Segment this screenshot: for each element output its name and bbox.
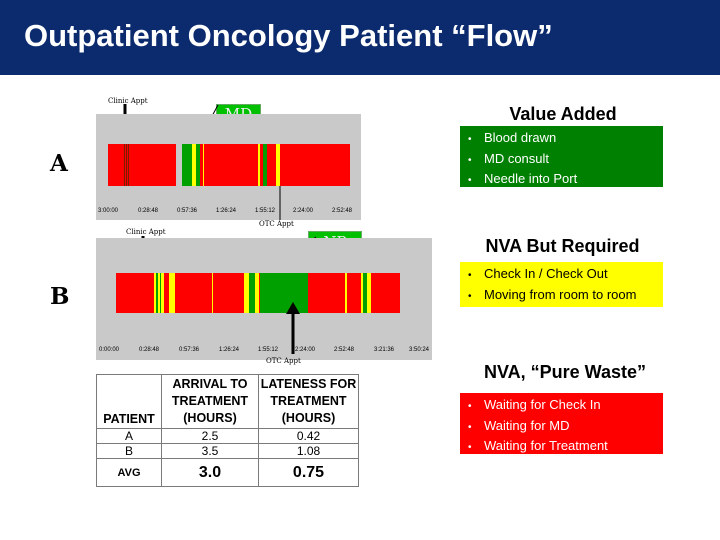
nva-required-heading: NVA But Required: [485, 236, 640, 256]
header-line: (HOURS): [183, 411, 237, 425]
otc-appt-label-b: OTC Appt: [266, 357, 301, 365]
pure-waste-box: [460, 393, 663, 454]
segment-wait: [170, 144, 176, 186]
header-line: TREATMENT: [270, 394, 347, 408]
header-line: (HOURS): [281, 411, 336, 425]
clinic-appt-label-b: Clinic Appt: [126, 228, 166, 236]
tick-label: 1:26:24: [216, 208, 237, 214]
segment-value: [263, 144, 267, 186]
legend-item: • Waiting for Treatment: [468, 437, 663, 458]
table-avg-row: [97, 459, 359, 487]
segment-value: [363, 273, 367, 313]
timeline-a-bar: [108, 144, 350, 186]
timeline-b-ticks: [99, 347, 429, 356]
stats-table: [96, 374, 359, 487]
cell-avg-arrival: 3.0: [162, 459, 259, 487]
legend-item: • Needle into Port: [468, 170, 663, 191]
legend-item: • Check In / Check Out: [468, 265, 663, 286]
segment-nva: [169, 273, 175, 313]
segment-wait: [374, 273, 380, 313]
timeline-b-frame: [96, 238, 432, 360]
tick-label: 3:00:00: [98, 208, 119, 214]
nva-required-box: [460, 262, 663, 307]
table-row: [97, 429, 359, 444]
segment-value: [156, 273, 158, 313]
timeline-a-frame: [96, 114, 361, 220]
tick-label: 3:50:24: [409, 347, 430, 353]
legend-item: • Waiting for MD: [468, 417, 663, 438]
otc-arrow-a: [275, 186, 285, 222]
cell-avg-lateness: 0.75: [259, 459, 359, 487]
clinic-appt-label-a: Clinic Appt: [108, 97, 148, 105]
tick-label: 0:57:36: [179, 347, 200, 353]
tick-label: 0:57:36: [177, 208, 198, 214]
segment-value: [160, 273, 161, 313]
header-line: LATENESS FOR: [260, 377, 357, 391]
cell-lateness: 0.42: [259, 429, 359, 444]
value-added-box: [460, 126, 663, 187]
otc-arrow-b: [283, 302, 303, 354]
pure-waste-heading: NVA, “Pure Waste”: [483, 362, 647, 382]
segment-nva: [258, 144, 260, 186]
cell-lateness: 1.08: [259, 444, 359, 459]
segment-nva: [212, 273, 213, 313]
timeline-b-bar: [116, 273, 400, 313]
otc-appt-label-a: OTC Appt: [259, 220, 294, 228]
segment-wait: [108, 144, 170, 186]
legend-item: • MD consult: [468, 150, 663, 171]
slide-title: Outpatient Oncology Patient “Flow”: [24, 18, 553, 53]
cell-patient: A: [97, 429, 162, 444]
legend-item: • Blood drawn: [468, 129, 663, 150]
cell-arrival: 2.5: [162, 429, 259, 444]
header-arrival: [162, 375, 259, 429]
tick-label: 0:28:48: [138, 208, 159, 214]
tick-label: 3:21:36: [374, 347, 395, 353]
title-bar: [0, 0, 720, 75]
segment-nva: [255, 273, 259, 313]
tick-label: 2:52:48: [332, 208, 353, 214]
header-line: PATIENT: [103, 412, 155, 426]
segment-mark: [126, 144, 127, 186]
timeline-a-ticks: [98, 208, 360, 217]
segment-nva: [276, 144, 280, 186]
row-letter-a: A: [50, 150, 68, 177]
tick-label: 0:28:48: [139, 347, 160, 353]
header-line: ARRIVAL TO: [172, 377, 248, 391]
segment-mark: [124, 144, 125, 186]
cell-avg-label: AVG: [97, 459, 162, 487]
tick-label: 1:55:12: [258, 347, 279, 353]
cell-patient: B: [97, 444, 162, 459]
tick-label: 1:55:12: [255, 208, 276, 214]
legend-item: • Moving from room to room: [468, 286, 663, 307]
segment-value: [182, 144, 192, 186]
header-lateness: [259, 375, 359, 429]
tick-label: 2:52:48: [334, 347, 355, 353]
segment-nva: [345, 273, 347, 313]
legend-item: • Waiting for Check In: [468, 396, 663, 417]
segment-mark: [128, 144, 129, 186]
value-added-heading: Value Added: [509, 104, 617, 124]
table-header-row: [97, 375, 359, 429]
cell-arrival: 3.5: [162, 444, 259, 459]
tick-label: 0:00:00: [99, 347, 120, 353]
table-row: [97, 444, 359, 459]
tick-label: 2:24:00: [293, 208, 314, 214]
header-patient: [97, 375, 162, 429]
header-line: TREATMENT: [171, 394, 249, 408]
row-letter-b: B: [50, 283, 70, 310]
tick-label: 1:26:24: [219, 347, 240, 353]
tick-label: 2:24:00: [295, 347, 316, 353]
